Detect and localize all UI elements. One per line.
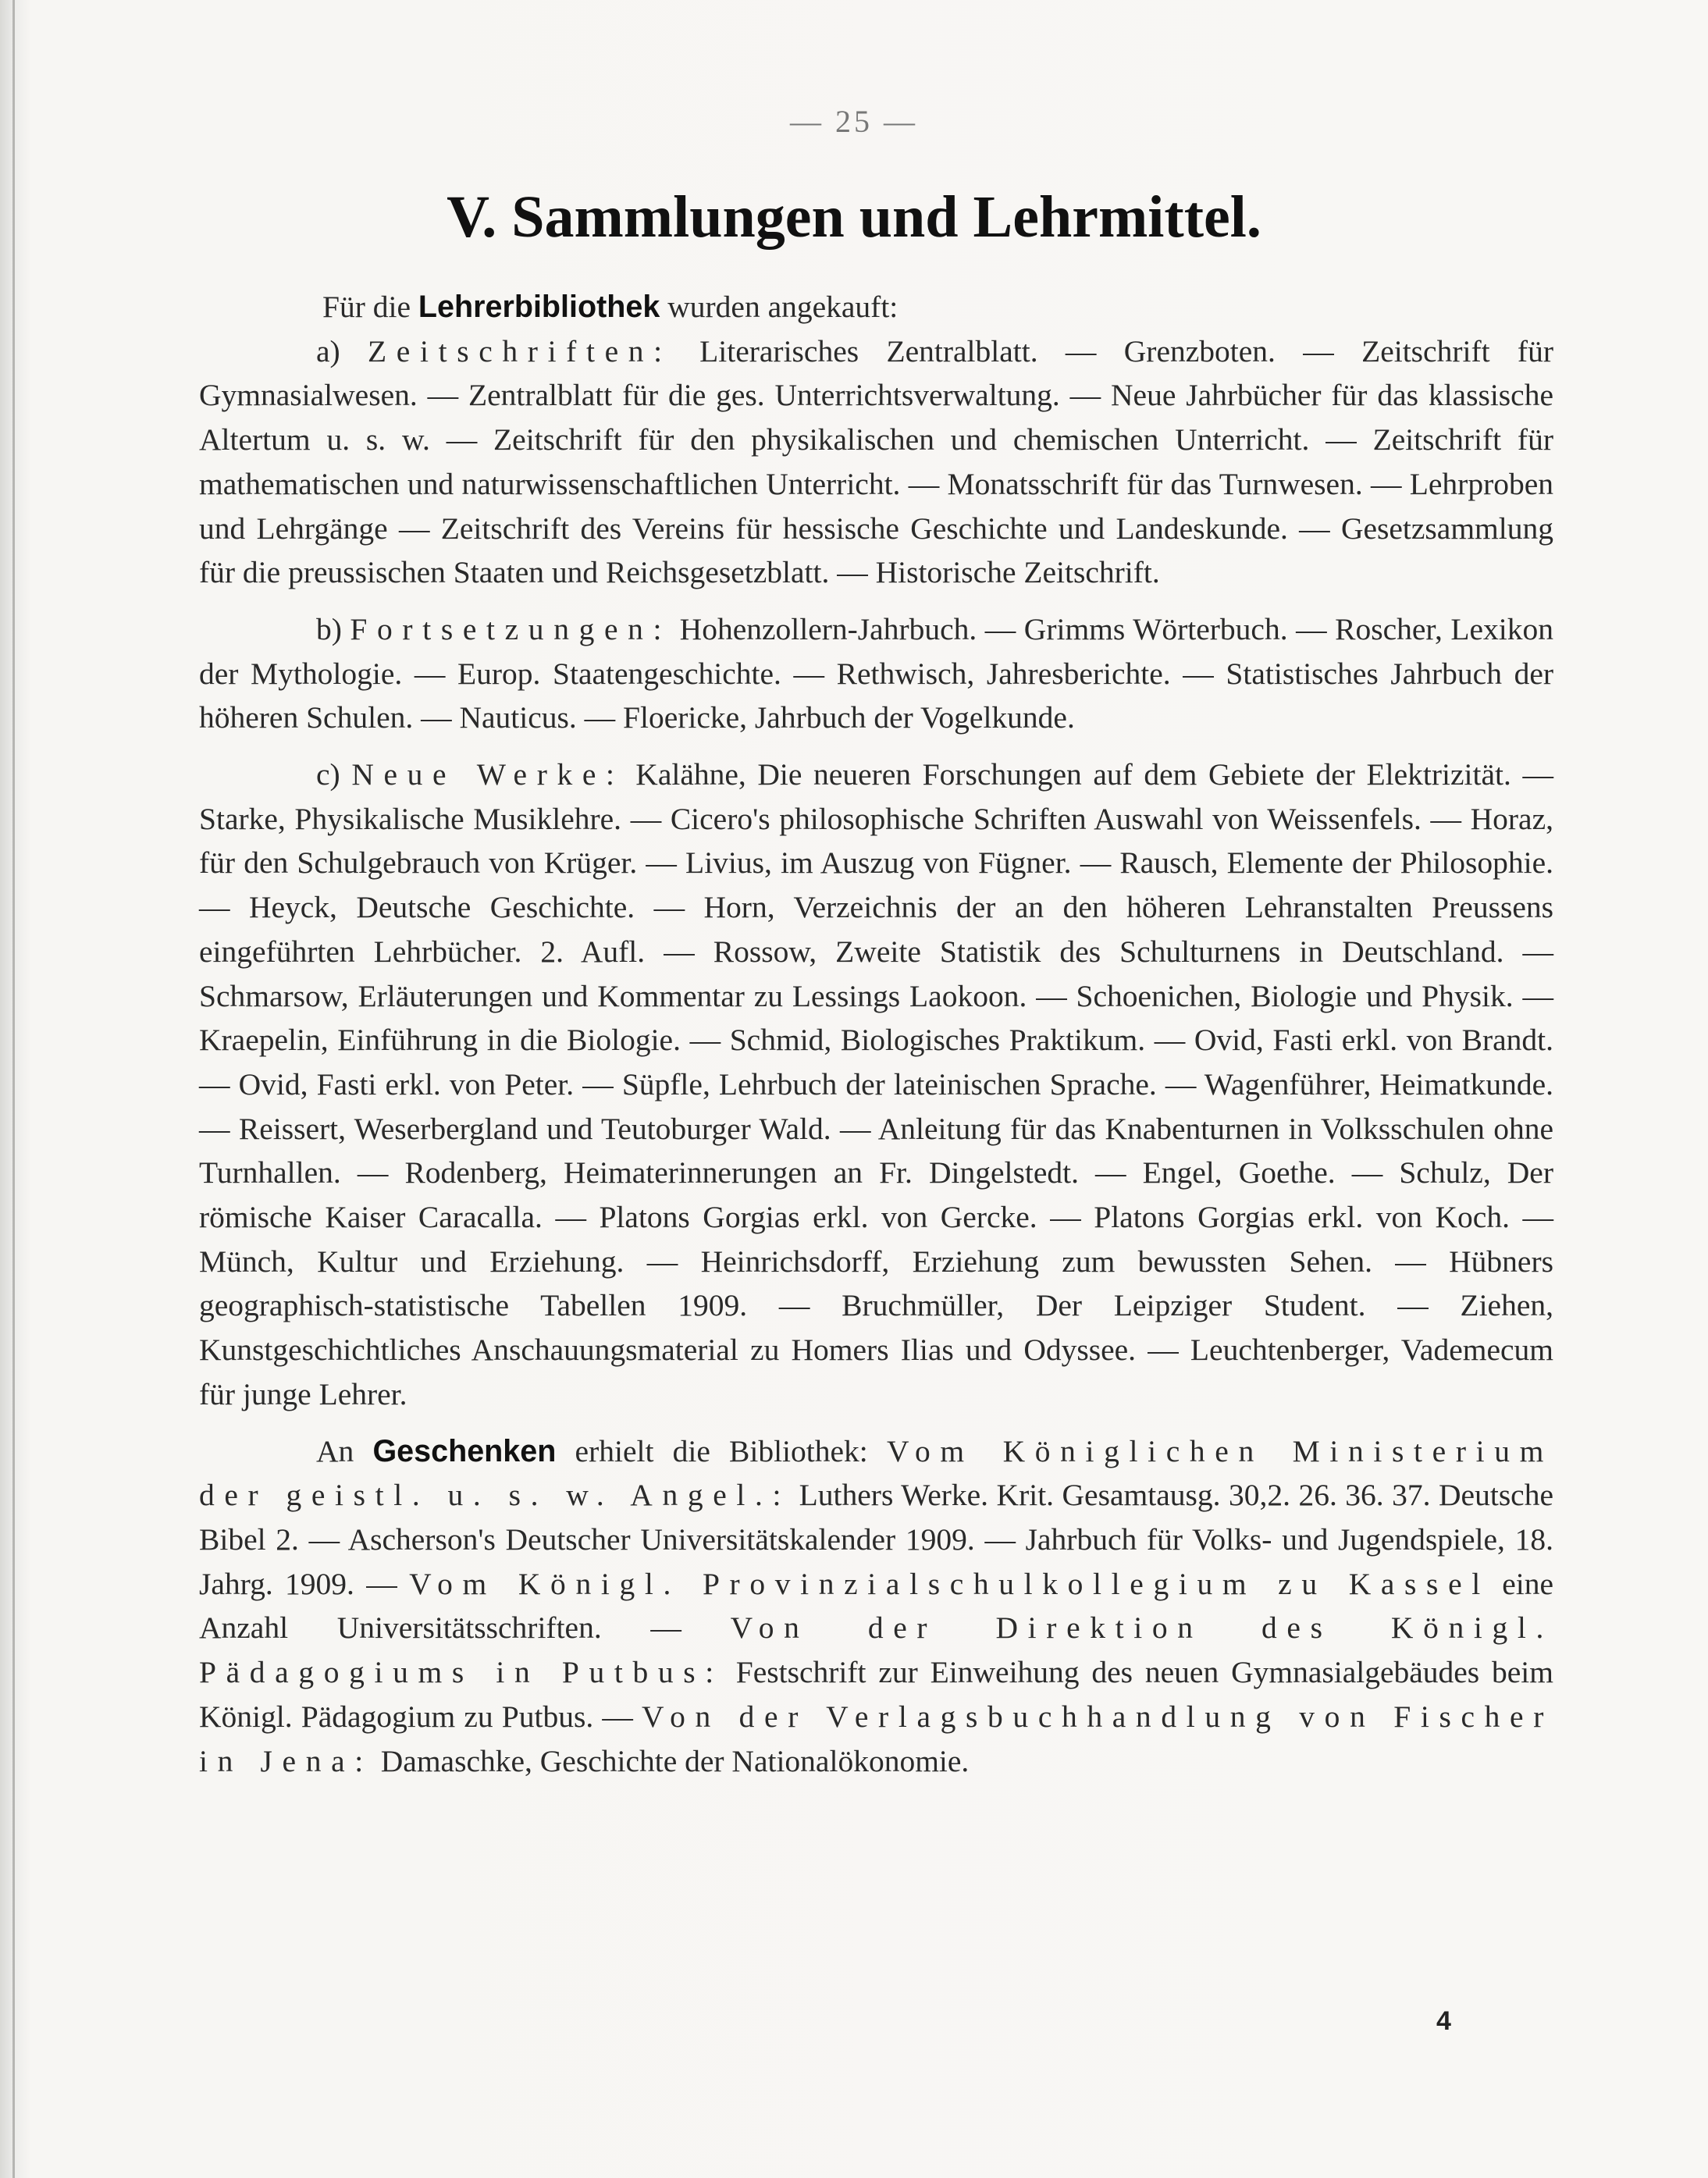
section-a [199,329,1553,595]
gifts-text: Festschrift zur Einweihung des neuen Gymnasialgebäudes beim Königl. Pädagogium zu Putbus. — [199,1655,1553,1734]
intro-bold: Lehrerbibliothek [418,290,660,324]
section-c [199,753,1553,1417]
section-marker: b) [316,611,342,646]
intro-post: wurden angekauft: [667,290,898,324]
gifts-pre: An [316,1433,354,1468]
section-text: Kalähne, Die neueren Forschungen auf dem Gebiete der Elektrizität. — Starke, Physikalische Musiklehre. — Cicero's philosophische Schriften Auswahl von Weissenfels. — Horaz, für den Schulgebrauch von Krüger. — Livius, im Auszug von Fügner. — Rausch, Elemente der Philosophie. — Heyck, Deutsche Geschichte. — Horn, Verzeichnis der an den höheren Lehranstalten Preussens eingeführten Lehrbücher. 2. Aufl. — Rossow, Zweite Statistik des Schulturnens in Deutschland. — Schmarsow, Erläuterungen und Kommentar zu Lessings Laokoon. — Schoenichen, Biologie und Physik. — Kraepelin, Einführung in die Biologie. — Schmid, Biologisches Praktikum. — Ovid, Fasti erkl. von Brandt. — Ovid, Fasti erkl. von Peter. — Süpfle, Lehrbuch der lateinischen Sprache. — Wagenführer, Heimatkunde. — Reissert, Weserbergland und Teutoburger Wald. — Anleitung für das Knabenturnen in Volksschulen ohne Turnhallen. — Rodenberg, Heimaterinnerungen an Fr. Dingelstedt. — Engel, Goethe. — Schulz, Der römische Kaiser Caracalla. — Platons Gorgias erkl. von Gercke. — Platons Gorgias erkl. von Koch. — Münch, Kultur und Erziehung. — Heinrichsdorff, Erziehung zum bewussten Sehen. — Hübners geographisch-statistische Tabellen 1909. — Bruchmüller, Der Leipziger Student. — Ziehen, Kunstgeschichtliches Anschauungsmaterial zu Homers Ilias und Odyssee. — Leuchtenberger, Vademecum für junge Lehrer. [199,757,1554,1411]
donor-spaced: Von der Direktion des Königl. Pädagogiums in Putbus: [199,1610,1553,1690]
intro-pre: Für die [322,290,411,324]
section-heading: V. Sammlungen und Lehrmittel. [447,184,1261,250]
gifts-text: Luthers Werke. Krit. Gesamtausg. 30,2. 26. 36. 37. Deutsche Bibel 2. — Ascherson's Deutscher Universitätskalender 1909. — Jahrbuch für Volks- und Jugendspiele, 18. Jahrg. 1909. — [199,1478,1554,1601]
body-text [199,285,1553,1783]
section-spaced-label: Zeitschriften: [368,333,672,368]
gifts-text: Damaschke, Geschichte der Nationalökonomie. [380,1743,970,1778]
gifts-text: erhielt die Bibliothek: [575,1433,868,1468]
signature-mark: 4 [1436,2006,1451,2036]
section-spaced-label: Neue Werke: [351,757,624,792]
section-text: Hohenzollern-Jahrbuch. — Grimms Wörterbuch. — Roscher, Lexikon der Mythologie. — Europ. Staatengeschichte. — Rethwisch, Jahresberichte. — Statistisches Jahrbuch der höheren Schulen. — Nauticus. — Floericke, Jahrbuch der Vogelkunde. [199,611,1553,735]
section-spaced-label: Fortsetzungen: [350,611,672,646]
section-marker: a) [316,333,340,368]
page-number: — 25 — [790,104,918,139]
gifts-text: eine Anzahl Universitätsschriften. — [199,1566,1553,1646]
section-text: Literarisches Zentralblatt. — Grenzboten. — Zeitschrift für Gymnasialwesen. — Zentralblatt für die ges. Unterrichtsverwaltung. — Neue Jahrbücher für das klassische Altertum u. s. w. — Zeitschrift für den physikalischen und chemischen Unterricht. — Zeitschrift für mathematischen und naturwissenschaftlichen Unterricht. — Monatsschrift für das Turnwesen. — Lehrproben und Lehrgänge — Zeitschrift des Vereins für hessische Geschichte und Landeskunde. — Gesetzsammlung für die preussischen Staaten und Reichsgesetzblatt. — Historische Zeitschrift. [199,333,1553,590]
intro-paragraph [199,285,1553,329]
donor-spaced: Von der Verlagsbuchhandlung von Fischer in Jena: [199,1699,1553,1778]
gifts-bold: Geschenken [372,1433,557,1468]
gifts-paragraph [199,1429,1553,1784]
donor-spaced: Vom Königl. Provinzialschulkollegium zu Kassel [409,1566,1490,1601]
section-marker: c) [316,757,340,792]
section-b [199,607,1553,740]
donor-spaced: Vom Königlichen Ministerium der geistl. u. s. w. Angel.: [199,1433,1554,1513]
binding-edge [12,0,15,2178]
